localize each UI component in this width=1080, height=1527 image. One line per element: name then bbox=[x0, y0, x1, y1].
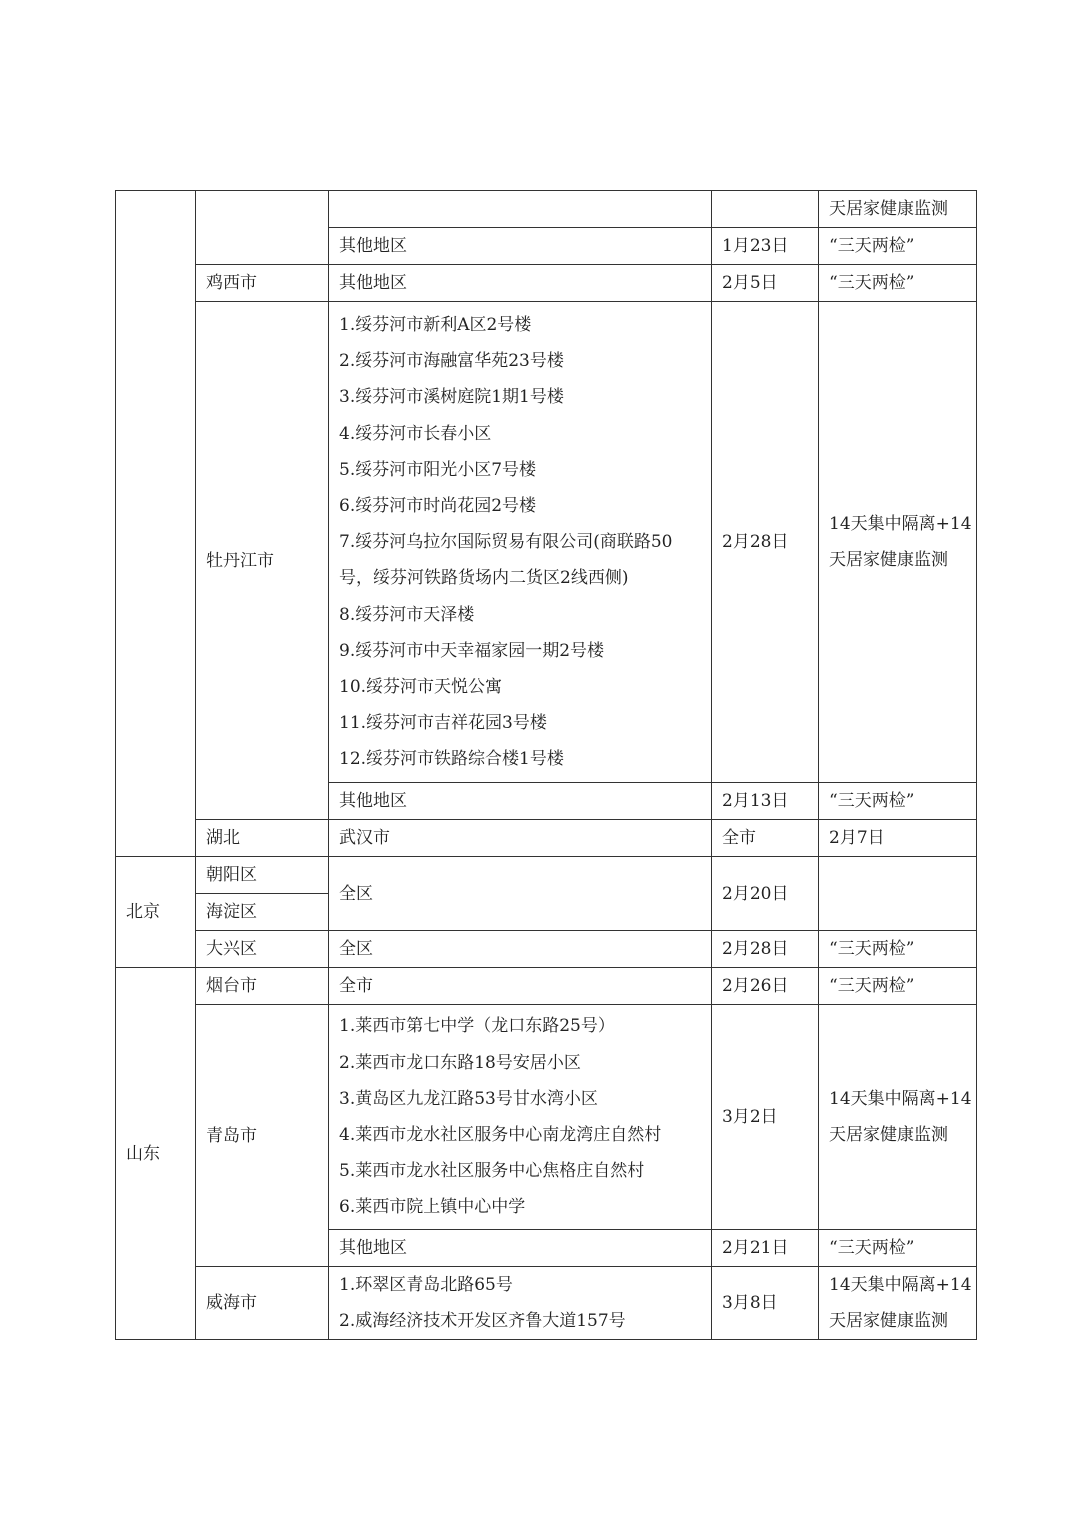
date-cell: 3月2日 bbox=[712, 1005, 819, 1229]
list-item: 2.威海经济技术开发区齐鲁大道157号 bbox=[339, 1310, 626, 1331]
date-cell bbox=[712, 191, 819, 228]
table-row bbox=[116, 1005, 977, 1229]
area-cell: 全区 bbox=[329, 857, 712, 931]
list-item: 10.绥芬河市天悦公寓 bbox=[339, 676, 503, 697]
list-item: 12.绥芬河市铁路综合楼1号楼 bbox=[339, 749, 564, 770]
city-cell-yantai: 烟台市 bbox=[196, 968, 329, 1005]
city-cell-weihai: 威海市 bbox=[196, 1266, 329, 1339]
date-cell: 2月5日 bbox=[712, 265, 819, 302]
city-cell-jixi: 鸡西市 bbox=[196, 265, 329, 302]
date-cell: 2月13日 bbox=[712, 783, 819, 820]
city-cell-haidian: 海淀区 bbox=[196, 894, 329, 931]
table-row bbox=[116, 820, 977, 857]
city-cell-wuhan: 武汉市 bbox=[329, 820, 712, 857]
list-item: 11.绥芬河市吉祥花园3号楼 bbox=[339, 713, 547, 734]
province-cell-hubei: 湖北 bbox=[196, 820, 329, 857]
list-item: 1.莱西市第七中学（龙口东路25号） bbox=[339, 1016, 615, 1037]
list-item: 3.绥芬河市溪树庭院1期1号楼 bbox=[339, 387, 564, 408]
date-cell: 2月26日 bbox=[712, 968, 819, 1005]
area-list-cell bbox=[329, 1005, 712, 1229]
measure-cell bbox=[819, 1266, 977, 1339]
date-cell: 3月8日 bbox=[712, 1266, 819, 1339]
province-cell-shandong: 山东 bbox=[116, 968, 196, 1340]
date-cell: 2月20日 bbox=[712, 857, 819, 931]
date-cell: 2月28日 bbox=[712, 302, 819, 783]
table-row bbox=[116, 931, 977, 968]
list-item: 2.莱西市龙口东路18号安居小区 bbox=[339, 1052, 581, 1073]
measure-cell: “三天两检” bbox=[819, 228, 977, 265]
measure-line: 天居家健康监测 bbox=[829, 550, 948, 571]
measure-line: 14天集中隔离+14 bbox=[829, 1089, 972, 1109]
measure-cell: “三天两检” bbox=[819, 1229, 977, 1266]
table-row bbox=[116, 968, 977, 1005]
measure-line: 14天集中隔离+14 bbox=[829, 1274, 972, 1295]
list-item: 5.莱西市龙水社区服务中心焦格庄自然村 bbox=[339, 1161, 645, 1182]
area-cell: 全市 bbox=[712, 820, 819, 857]
list-item: 6.绥芬河市时尚花园2号楼 bbox=[339, 495, 537, 516]
list-item: 号，绥芬河铁路货场内二货区2线西侧) bbox=[339, 568, 629, 589]
list-item: 1.环翠区青岛北路65号 bbox=[339, 1274, 513, 1295]
area-cell: 全区 bbox=[329, 931, 712, 968]
city-cell-mudanjiang: 牡丹江市 bbox=[196, 302, 329, 820]
region-table bbox=[115, 190, 977, 1340]
measure-cell: “三天两检” bbox=[819, 265, 977, 302]
list-item: 4.绥芬河市长春小区 bbox=[339, 423, 492, 444]
list-item: 6.莱西市院上镇中心中学 bbox=[339, 1197, 526, 1218]
city-cell-cont bbox=[196, 191, 329, 265]
measure-cell: “三天两检” bbox=[819, 783, 977, 820]
list-item: 2.绥芬河市海融富华苑23号楼 bbox=[339, 351, 564, 372]
list-item: 9.绥芬河市中天幸福家园一期2号楼 bbox=[339, 640, 605, 661]
area-cell: 其他地区 bbox=[329, 1229, 712, 1266]
measure-line: 天居家健康监测 bbox=[829, 1310, 948, 1331]
table-row bbox=[116, 857, 977, 894]
measure-line: 天居家健康监测 bbox=[829, 1125, 948, 1145]
date-cell: 2月7日 bbox=[819, 820, 977, 857]
date-cell: 2月21日 bbox=[712, 1229, 819, 1266]
area-cell: 其他地区 bbox=[329, 265, 712, 302]
area-cell: 其他地区 bbox=[329, 783, 712, 820]
date-cell: 1月23日 bbox=[712, 228, 819, 265]
list-item: 5.绥芬河市阳光小区7号楼 bbox=[339, 459, 537, 480]
list-item: 7.绥芬河乌拉尔国际贸易有限公司(商联路50 bbox=[339, 532, 673, 553]
measure-cell: 天居家健康监测 bbox=[819, 191, 977, 228]
table-row bbox=[116, 302, 977, 783]
area-cell: 其他地区 bbox=[329, 228, 712, 265]
city-cell-qingdao: 青岛市 bbox=[196, 1005, 329, 1266]
measure-cell: “三天两检” bbox=[819, 931, 977, 968]
table-row bbox=[116, 191, 977, 228]
list-item: 8.绥芬河市天泽楼 bbox=[339, 604, 475, 625]
area-cell: 全市 bbox=[329, 968, 712, 1005]
list-item: 3.黄岛区九龙江路53号甘水湾小区 bbox=[339, 1088, 598, 1109]
province-cell-beijing: 北京 bbox=[116, 857, 196, 968]
list-item: 1.绥芬河市新利A区2号楼 bbox=[339, 315, 532, 335]
list-item: 4.莱西市龙水社区服务中心南龙湾庄自然村 bbox=[339, 1125, 662, 1145]
table-row bbox=[116, 1266, 977, 1339]
city-cell-daxing: 大兴区 bbox=[196, 931, 329, 968]
measure-cell bbox=[819, 1005, 977, 1229]
city-cell-chaoyang: 朝阳区 bbox=[196, 857, 329, 894]
province-cell-heilongjiang-cont bbox=[116, 191, 196, 857]
area-list-cell bbox=[329, 302, 712, 783]
area-list-cell bbox=[329, 1266, 712, 1339]
area-cell bbox=[329, 191, 712, 228]
measure-cell bbox=[819, 302, 977, 783]
date-cell: 2月28日 bbox=[712, 931, 819, 968]
measure-line: 14天集中隔离+14 bbox=[829, 514, 972, 535]
measure-cell: “三天两检” bbox=[819, 968, 977, 1005]
table-row bbox=[116, 265, 977, 302]
